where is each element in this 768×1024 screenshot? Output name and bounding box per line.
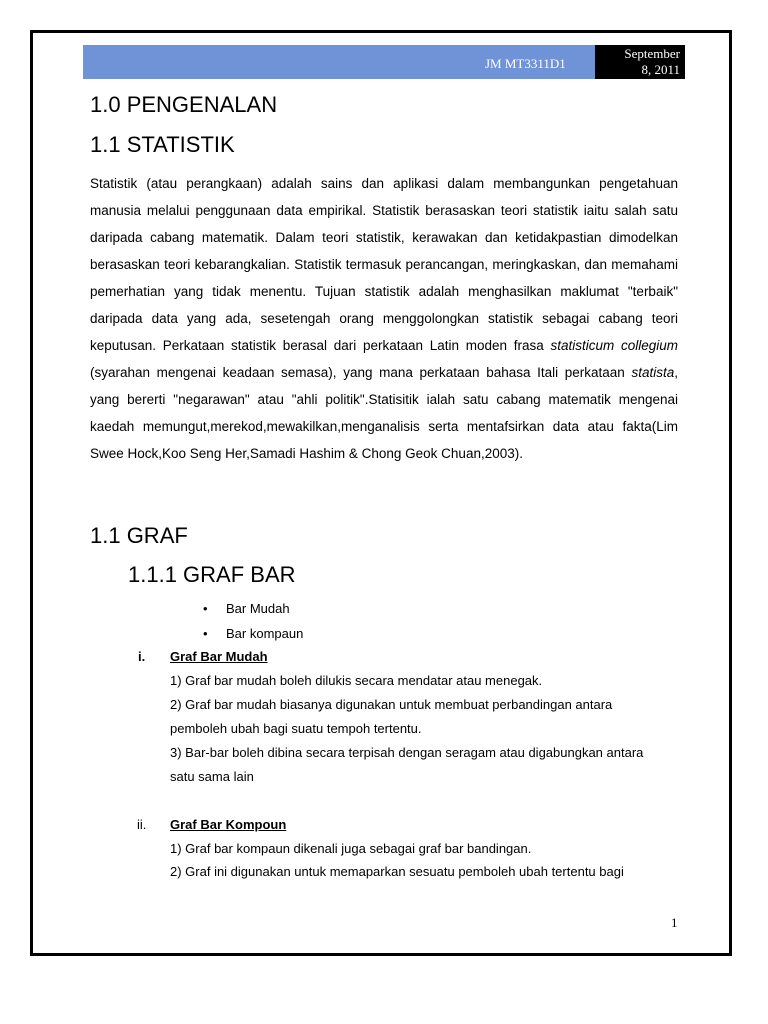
intro-text-1: Statistik (atau perangkaan) adalah sains dan aplikasi dalam membangunkan pengetahuan manusia melalui penggunaan data empirikal. Statistik berasaskan teori statistik iaitu salah satu daripada cabang matematik. Dalam teori statistik, kerawakan dan ketidakpastian dimodelkan berasaskan teori kebarangkalian. Statistik termasuk perancangan, meringkaskan, dan memahami pemerhatian yang tidak menentu. Tujuan statistik adalah menghasilkan maklumat "terbaik" daripada data yang ada, sesetengah orang menggolongkan statistik sebagai cabang teori keputusan. Perkataan statistik berasal dari perkataan Latin moden frasa — [90, 176, 678, 353]
intro-paragraph — [90, 170, 678, 467]
section-i-line: 2) Graf bar mudah biasanya digunakan untuk membuat perbandingan antara — [170, 697, 613, 712]
section-ii-title: Graf Bar Kompoun — [170, 817, 287, 832]
heading-statistik: 1.1 STATISTIK — [90, 132, 235, 157]
heading-graf: 1.1 GRAF — [90, 523, 188, 548]
section-i-line: 3) Bar-bar boleh dibina secara terpisah dengan seragam atau digabungkan antara — [170, 745, 644, 760]
section-i-line: pemboleh ubah bagi suatu tempoh tertentu. — [170, 721, 422, 736]
page-number: 1 — [671, 915, 678, 930]
section-ii-number: ii. — [137, 817, 147, 832]
section-ii-line: 2) Graf ini digunakan untuk memaparkan sesuatu pemboleh ubah tertentu bagi — [170, 864, 624, 879]
intro-text-2: (syarahan mengenai keadaan semasa), yang mana perkataan bahasa Itali perkataan — [90, 365, 632, 380]
header-course-code: JM MT3311D1 — [485, 56, 566, 71]
page-border — [30, 30, 732, 956]
section-i-number: i. — [138, 649, 146, 664]
header-date-line1: September — [624, 46, 680, 61]
section-i-line: satu sama lain — [170, 769, 254, 784]
intro-text-3: , yang bererti "negarawan" atau "ahli politik".Statisitik ialah satu cabang matematik mengenai kaedah memungut,merekod,mewakilkan,menganalisis serta mentafsirkan data atau fakta(Lim Swee Hock,Koo Seng Her,Samadi Hashim & Chong Geok Chuan,2003). — [90, 365, 678, 461]
intro-italic-2: statista — [631, 365, 675, 380]
header-date-line2: 8, 2011 — [641, 62, 680, 77]
heading-pengenalan: 1.0 PENGENALAN — [90, 92, 278, 117]
section-i-title: Graf Bar Mudah — [170, 649, 268, 664]
bullet-list — [203, 596, 303, 646]
section-i-line: 1) Graf bar mudah boleh dilukis secara mendatar atau menegak. — [170, 673, 543, 688]
heading-graf-bar: 1.1.1 GRAF BAR — [128, 562, 296, 587]
list-item: • Bar Mudah — [203, 596, 303, 621]
list-item: • Bar kompaun — [203, 621, 303, 646]
header-date — [595, 45, 685, 79]
section-ii-line: 1) Graf bar kompaun dikenali juga sebagai graf bar bandingan. — [170, 841, 532, 856]
intro-italic-1: statisticum collegium — [550, 338, 678, 353]
